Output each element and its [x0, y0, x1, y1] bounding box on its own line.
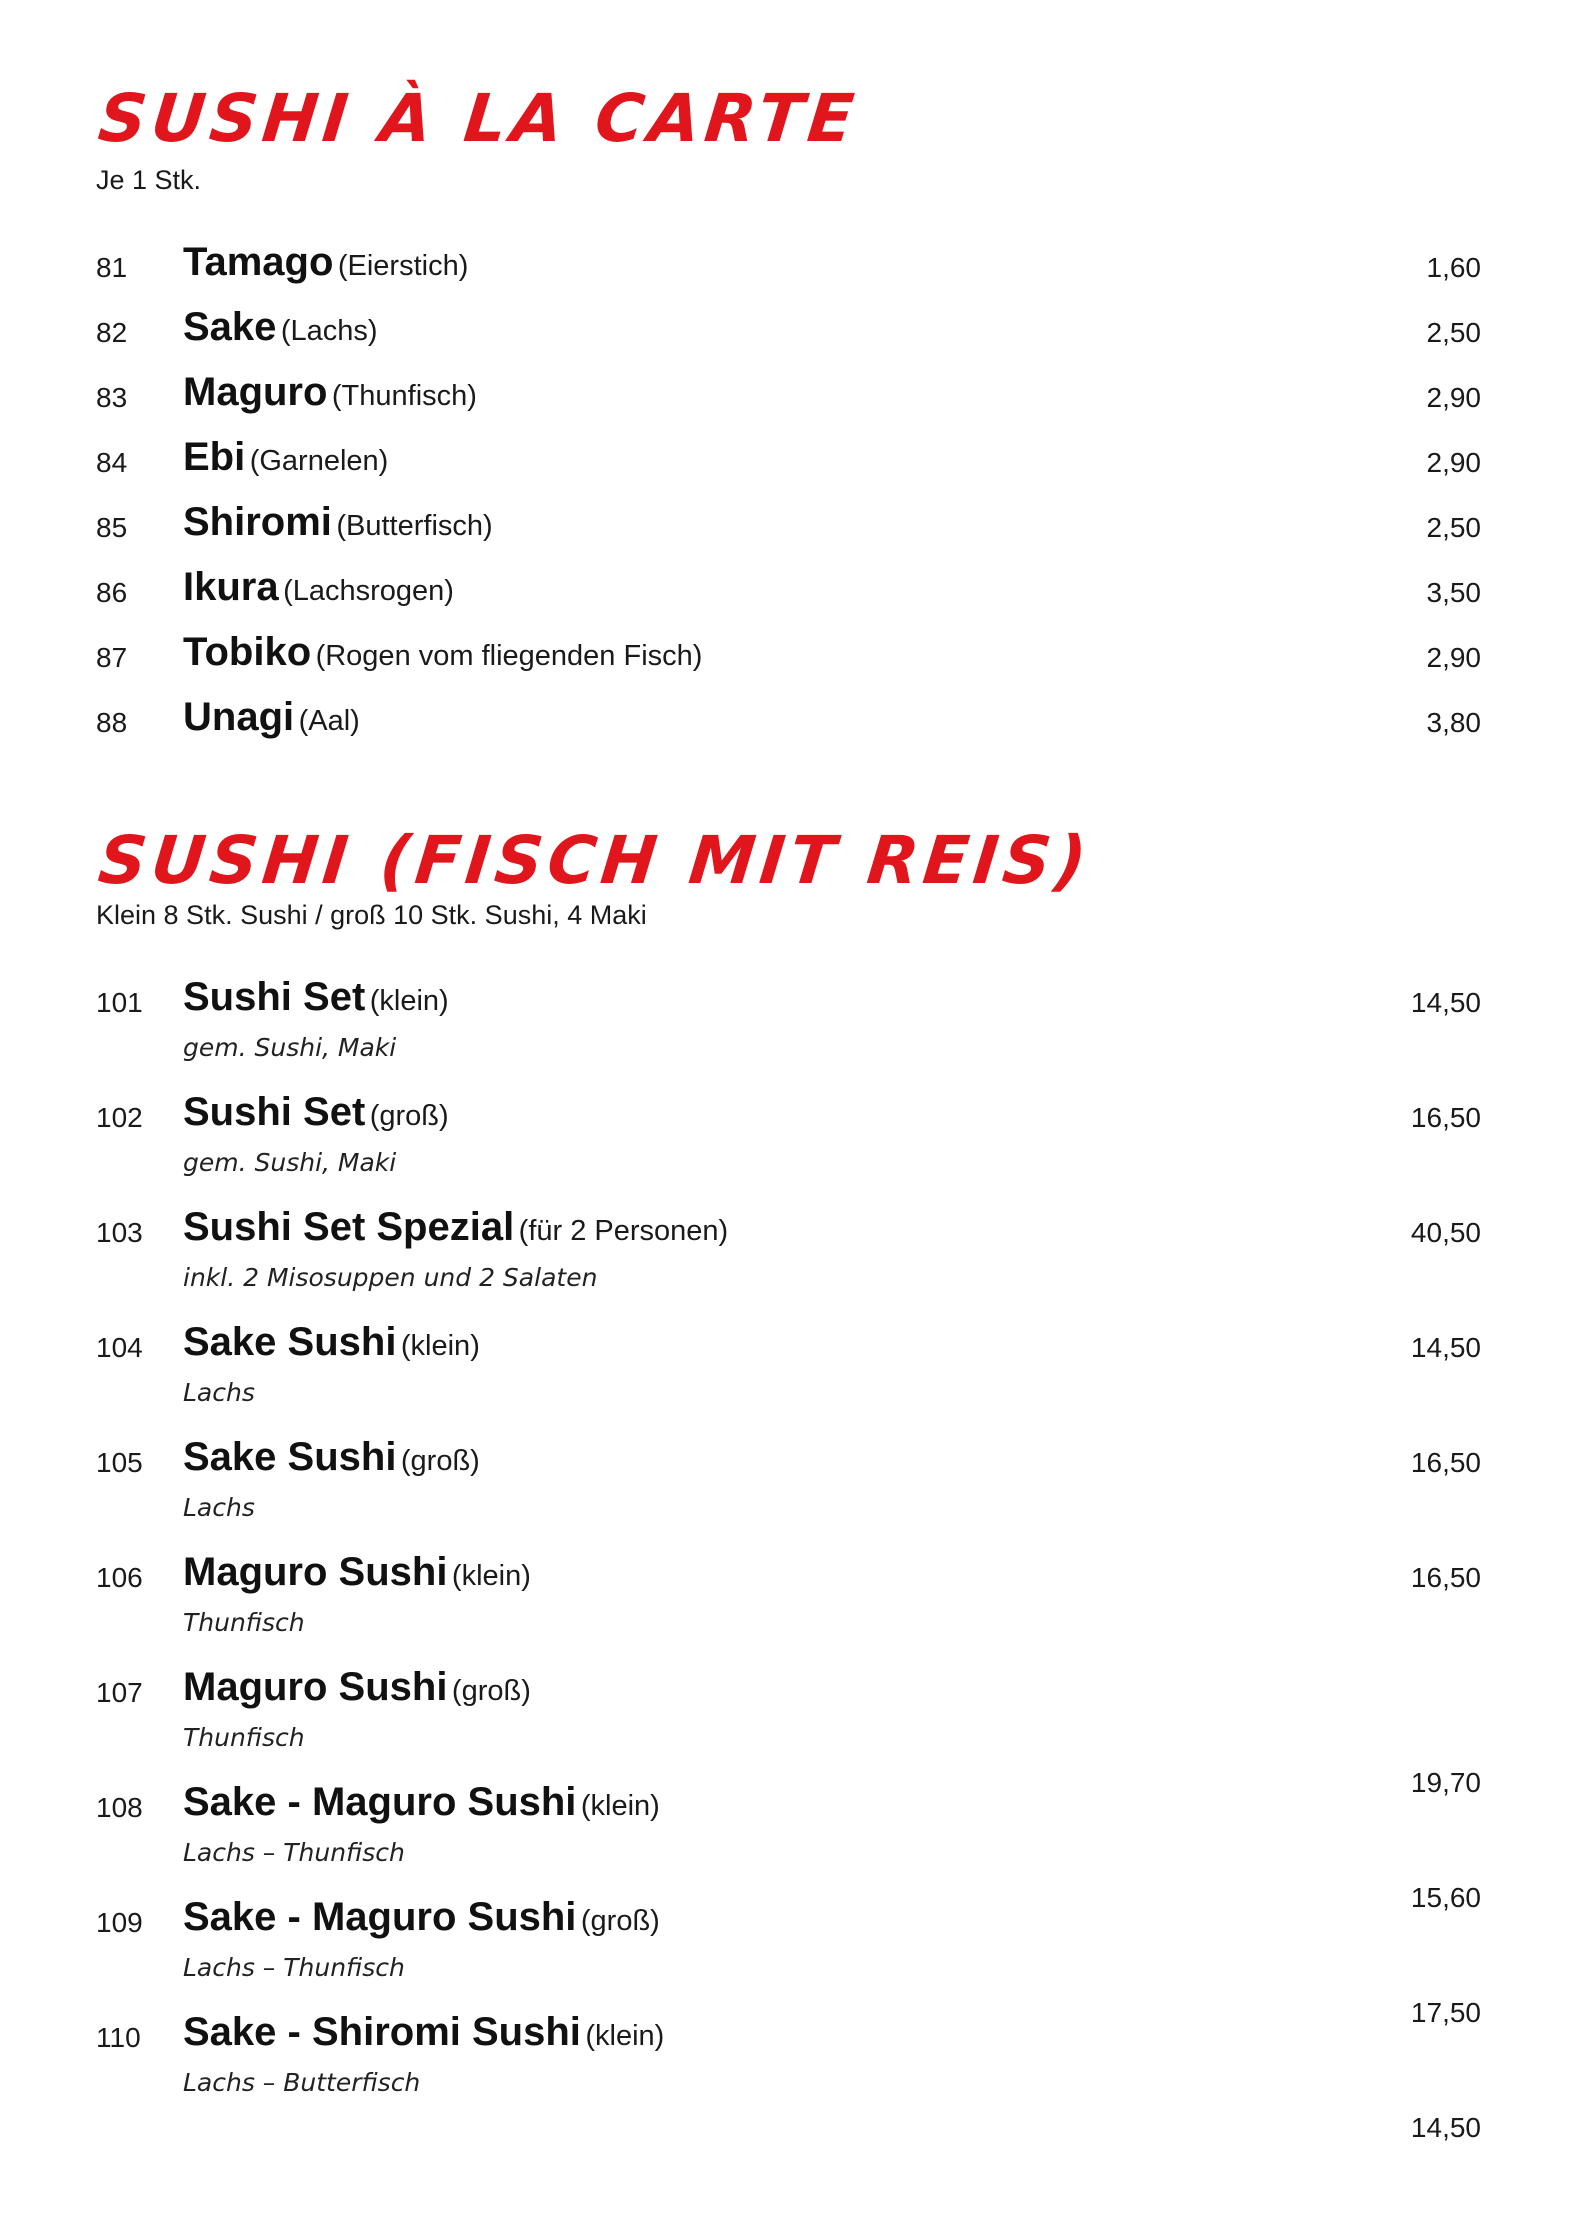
item-title: [183, 1320, 480, 1365]
item-note: (klein): [585, 2020, 665, 2052]
item-description: Lachs – Butterfisch: [183, 2068, 421, 2097]
item-price: 16,50: [1410, 1447, 1481, 1478]
item-number: 110: [96, 2022, 141, 2053]
item-title: [183, 565, 454, 610]
item-price: 1,60: [1426, 252, 1481, 283]
menu-item: [0, 1895, 1571, 2028]
item-price: 19,70: [1410, 1767, 1481, 1798]
item-note: (Rogen vom fliegenden Fisch): [315, 640, 703, 672]
item-note: (Lachs): [280, 315, 378, 347]
item-name: Sake - Maguro Sushi: [183, 1895, 577, 1939]
item-number: 106: [96, 1562, 143, 1593]
item-price: 2,50: [1426, 512, 1481, 543]
section-heading-sushi-fisch-mit-reis: SUSHI (FISCH MIT REIS): [95, 822, 1095, 899]
item-title: [183, 305, 378, 350]
menu-item: [0, 2010, 1571, 2143]
item-title: [183, 435, 388, 480]
item-note: (Aal): [298, 705, 360, 737]
item-name: Sushi Set Spezial: [183, 1205, 515, 1249]
item-description: Lachs – Thunfisch: [183, 1838, 405, 1867]
item-note: (klein): [451, 1560, 531, 1592]
item-description: Thunfisch: [183, 1723, 305, 1752]
item-title: [183, 1550, 531, 1595]
item-title: [183, 240, 468, 285]
item-number: 105: [96, 1447, 143, 1478]
item-title: [183, 695, 360, 740]
item-note: (für 2 Personen): [518, 1215, 729, 1247]
item-number: 85: [96, 512, 128, 543]
item-number: 104: [96, 1332, 143, 1363]
item-name: Unagi: [183, 695, 295, 739]
item-title: [183, 2010, 664, 2055]
item-note: (groß): [369, 1100, 449, 1132]
menu-item: [0, 500, 1571, 560]
item-name: Maguro: [183, 370, 328, 414]
item-price: 3,80: [1426, 707, 1481, 738]
item-number: 81: [96, 252, 128, 283]
menu-item: [0, 1435, 1571, 1522]
item-note: (Eierstich): [337, 250, 469, 282]
section-subtitle: Je 1 Stk.: [96, 165, 202, 195]
menu-item: [0, 1320, 1571, 1407]
item-price: 16,50: [1410, 1562, 1481, 1593]
menu-item: [0, 435, 1571, 495]
item-description: inkl. 2 Misosuppen und 2 Salaten: [183, 1263, 598, 1292]
item-price: 2,90: [1426, 642, 1481, 673]
item-name: Sushi Set: [183, 975, 366, 1019]
item-title: [183, 1895, 660, 1940]
item-number: 82: [96, 317, 128, 348]
item-number: 101: [96, 987, 143, 1018]
item-note: (Butterfisch): [336, 510, 493, 542]
item-note: (klein): [400, 1330, 480, 1362]
menu-item: [0, 975, 1571, 1062]
item-price: 40,50: [1410, 1217, 1481, 1248]
item-note: (Garnelen): [249, 445, 389, 477]
item-name: Sake: [183, 305, 277, 349]
item-number: 102: [96, 1102, 143, 1133]
item-number: 108: [96, 1792, 143, 1823]
item-title: [183, 975, 449, 1020]
item-description: gem. Sushi, Maki: [183, 1033, 397, 1062]
item-name: Ebi: [183, 435, 246, 479]
item-title: [183, 1665, 531, 1710]
item-name: Tobiko: [183, 630, 312, 674]
item-number: 88: [96, 707, 128, 738]
item-name: Sake Sushi: [183, 1435, 397, 1479]
item-name: Shiromi: [183, 500, 332, 544]
item-name: Sake - Maguro Sushi: [183, 1780, 577, 1824]
item-name: Sake Sushi: [183, 1320, 397, 1364]
item-price: 16,50: [1410, 1102, 1481, 1133]
item-title: [183, 630, 702, 675]
item-description: Lachs – Thunfisch: [183, 1953, 405, 1982]
item-name: Maguro Sushi: [183, 1550, 448, 1594]
item-price: 2,50: [1426, 317, 1481, 348]
item-price: 17,50: [1410, 1997, 1481, 2028]
item-description: gem. Sushi, Maki: [183, 1148, 397, 1177]
item-number: 87: [96, 642, 128, 673]
menu-item: [0, 305, 1571, 365]
menu-item: [0, 1780, 1571, 1913]
item-number: 109: [96, 1907, 143, 1938]
menu-item: [0, 565, 1571, 625]
item-description: Thunfisch: [183, 1608, 305, 1637]
item-price: 14,50: [1410, 1332, 1481, 1363]
menu-item: [0, 1550, 1571, 1637]
menu-item: [0, 1090, 1571, 1177]
menu-item: [0, 1205, 1571, 1292]
item-price: 14,50: [1410, 2112, 1481, 2143]
item-price: 2,90: [1426, 447, 1481, 478]
item-note: (klein): [580, 1790, 660, 1822]
item-note: (Thunfisch): [331, 380, 477, 412]
item-note: (Lachsrogen): [283, 575, 454, 607]
item-title: [183, 1780, 660, 1825]
item-number: 84: [96, 447, 128, 478]
item-title: [183, 1205, 728, 1250]
menu-item: [0, 630, 1571, 690]
item-price: 14,50: [1410, 987, 1481, 1018]
item-price: 15,60: [1410, 1882, 1481, 1913]
item-title: [183, 1090, 449, 1135]
item-price: 3,50: [1426, 577, 1481, 608]
menu-item: [0, 695, 1571, 755]
item-name: Maguro Sushi: [183, 1665, 448, 1709]
section-heading-sushi-a-la-carte: SUSHI À LA CARTE: [95, 80, 863, 157]
item-description: Lachs: [183, 1378, 255, 1407]
item-note: (groß): [580, 1905, 660, 1937]
item-note: (groß): [400, 1445, 480, 1477]
item-title: [183, 370, 477, 415]
item-note: (groß): [451, 1675, 531, 1707]
item-title: [183, 500, 493, 545]
item-number: 83: [96, 382, 128, 413]
item-name: Sake - Shiromi Sushi: [183, 2010, 581, 2054]
item-number: 107: [96, 1677, 143, 1708]
menu-item: [0, 1665, 1571, 1798]
item-name: Tamago: [183, 240, 334, 284]
item-note: (klein): [369, 985, 449, 1017]
item-name: Ikura: [183, 565, 279, 609]
menu-item: [0, 370, 1571, 430]
menu-item: [0, 240, 1571, 300]
item-number: 103: [96, 1217, 143, 1248]
item-number: 86: [96, 577, 128, 608]
item-title: [183, 1435, 480, 1480]
item-description: Lachs: [183, 1493, 255, 1522]
item-price: 2,90: [1426, 382, 1481, 413]
section-subtitle: Klein 8 Stk. Sushi / groß 10 Stk. Sushi, 4 Maki: [96, 900, 647, 930]
item-name: Sushi Set: [183, 1090, 366, 1134]
